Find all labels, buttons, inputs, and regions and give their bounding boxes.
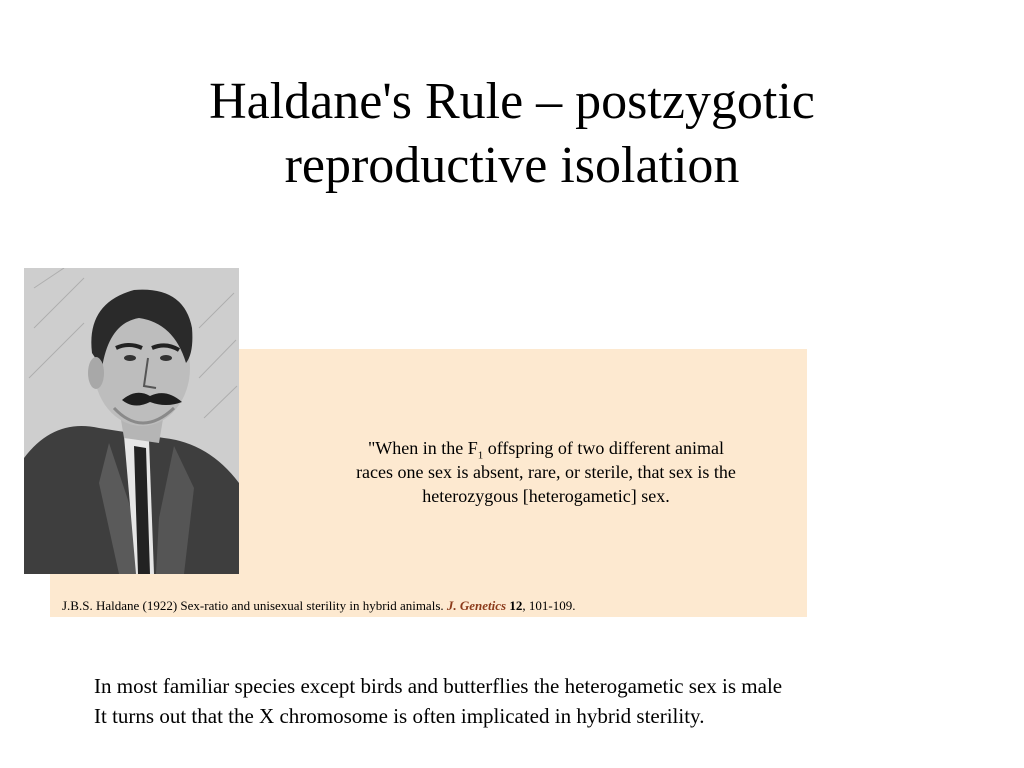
citation-text: J.B.S. Haldane (1922) Sex-ratio and unisexual sterility in hybrid animals. xyxy=(62,598,447,613)
haldane-portrait-image xyxy=(24,268,239,574)
citation-pages: , 101-109. xyxy=(522,598,576,613)
note-line-2: It turns out that the X chromosome is often implicated in hybrid sterility. xyxy=(94,704,705,728)
citation-volume: 12 xyxy=(509,598,523,613)
note-line-1: In most familiar species except birds and butterflies the heterogametic sex is male xyxy=(94,674,783,698)
slide-title-line-2: reproductive isolation xyxy=(284,137,740,194)
quote-line-3: heterozygous [heterogametic] sex. xyxy=(422,486,670,506)
quote-subscript: 1 xyxy=(477,449,484,462)
slide-notes xyxy=(94,671,994,731)
quote-open: "When in the F xyxy=(367,438,478,458)
citation xyxy=(62,598,802,614)
citation-journal: J. Genetics xyxy=(446,598,507,613)
slide-title-line-1: Haldane's Rule – postzygotic xyxy=(209,73,815,130)
quote-line-2: races one sex is absent, rare, or sterile, that sex is the xyxy=(356,462,736,482)
quote-line-1 xyxy=(304,436,788,460)
quote-rest-line-1: offspring of two different animal xyxy=(483,438,725,458)
haldane-quote xyxy=(304,436,788,508)
slide-title xyxy=(0,70,1024,198)
